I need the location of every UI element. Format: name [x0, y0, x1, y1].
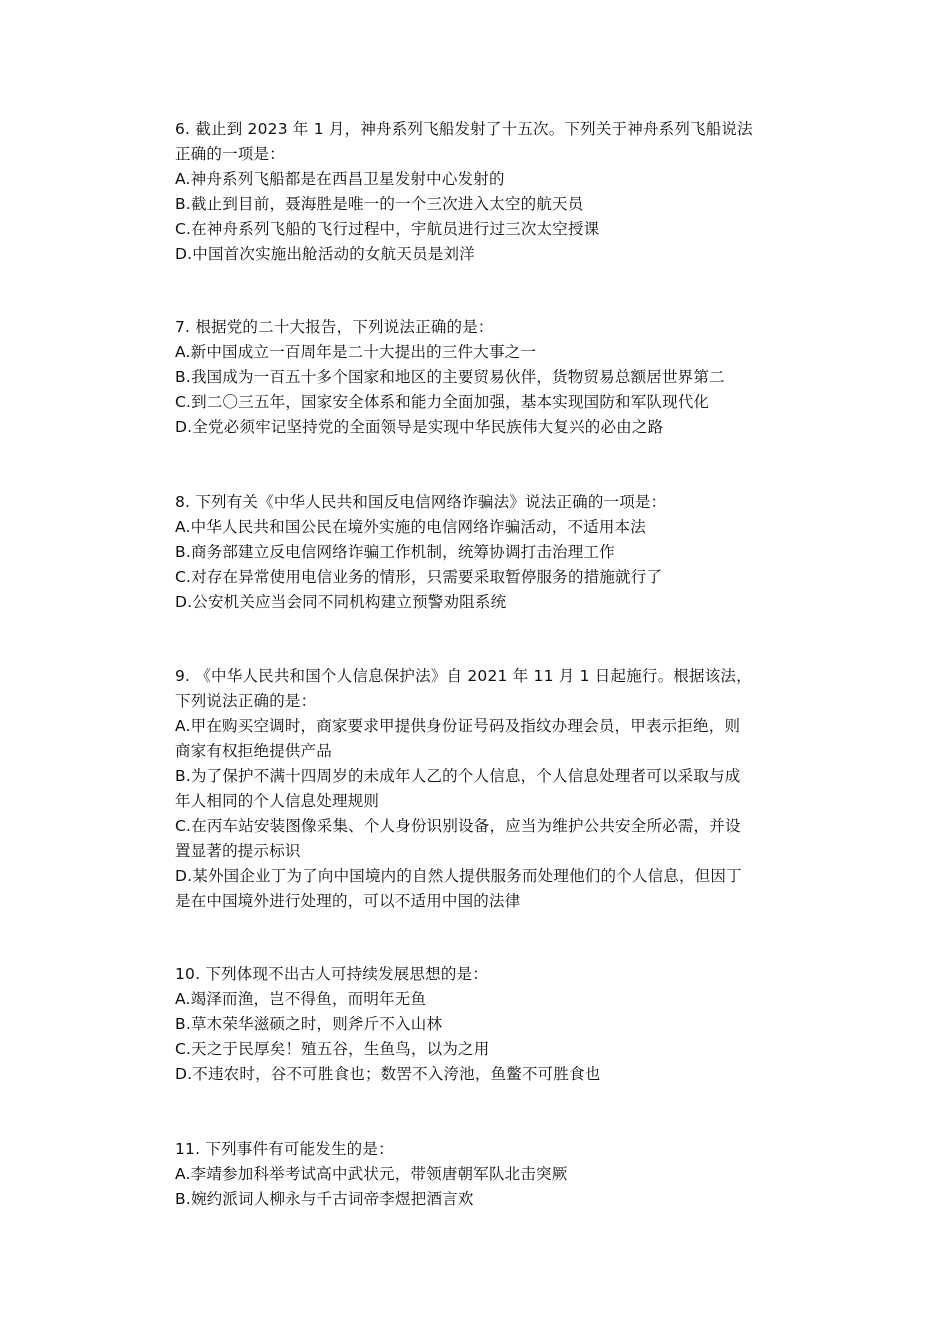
question-9-option-c-line-1: C.在丙车站安装图像采集、个人身份识别设备，应当为维护公共安全所必需，并设 [175, 817, 741, 835]
question-9-option-b-line-2: 年人相同的个人信息处理规则 [175, 792, 380, 810]
question-10-option-d: D.不违农时，谷不可胜食也；数罟不入洿池，鱼鳖不可胜食也 [175, 1065, 601, 1083]
question-9-option-c-line-2: 置显著的提示标识 [175, 842, 301, 860]
question-8-option-b: B.商务部建立反电信网络诈骗工作机制，统筹协调打击治理工作 [175, 543, 615, 561]
question-8-stem: 8. 下列有关《中华人民共和国反电信网络诈骗法》说法正确的一项是： [175, 493, 667, 511]
question-6-stem-line-2: 正确的一项是： [175, 145, 285, 163]
question-6-stem-line-1: 6. 截止到 2023 年 1 月，神舟系列飞船发射了十五次。下列关于神舟系列飞船说法 [175, 120, 753, 138]
question-6-option-b: B.截止到目前，聂海胜是唯一的一个三次进入太空的航天员 [175, 195, 584, 213]
question-10-option-b: B.草木荣华滋硕之时，则斧斤不入山林 [175, 1015, 443, 1033]
question-7-option-d: D.全党必须牢记坚持党的全面领导是实现中华民族伟大复兴的必由之路 [175, 418, 664, 436]
question-11-stem: 11. 下列事件有可能发生的是： [175, 1140, 394, 1158]
question-9 [175, 664, 815, 914]
question-10 [175, 962, 815, 1087]
question-6 [175, 117, 815, 267]
question-7-option-b: B.我国成为一百五十多个国家和地区的主要贸易伙伴，货物贸易总额居世界第二 [175, 368, 725, 386]
question-8-option-a: A.中华人民共和国公民在境外实施的电信网络诈骗活动，不适用本法 [175, 518, 646, 536]
question-10-stem: 10. 下列体现不出古人可持续发展思想的是： [175, 965, 488, 983]
question-7-stem: 7. 根据党的二十大报告，下列说法正确的是： [175, 318, 494, 336]
question-7-option-a: A.新中国成立一百周年是二十大提出的三件大事之一 [175, 343, 537, 361]
question-10-option-a: A.竭泽而渔，岂不得鱼，而明年无鱼 [175, 990, 427, 1008]
question-9-option-d-line-1: D.某外国企业丁为了向中国境内的自然人提供服务而处理他们的个人信息，但因丁 [175, 867, 742, 885]
question-8-option-d: D.公安机关应当会同不同机构建立预警劝阻系统 [175, 593, 507, 611]
question-6-option-a: A.神舟系列飞船都是在西昌卫星发射中心发射的 [175, 170, 505, 188]
question-9-option-a-line-2: 商家有权拒绝提供产品 [175, 742, 333, 760]
question-11-option-a: A.李靖参加科举考试高中武状元，带领唐朝军队北击突厥 [175, 1165, 568, 1183]
question-10-option-c: C.天之于民厚矣！殖五谷，生鱼鸟，以为之用 [175, 1040, 490, 1058]
question-9-option-a-line-1: A.甲在购买空调时，商家要求甲提供身份证号码及指纹办理会员，甲表示拒绝，则 [175, 717, 741, 735]
question-11-option-b: B.婉约派词人柳永与千古词帝李煜把酒言欢 [175, 1190, 474, 1208]
question-6-option-d: D.中国首次实施出舱活动的女航天员是刘洋 [175, 245, 475, 263]
question-9-option-d-line-2: 是在中国境外进行处理的，可以不适用中国的法律 [175, 892, 521, 910]
question-7-option-c: C.到二〇三五年，国家安全体系和能力全面加强，基本实现国防和军队现代化 [175, 393, 710, 411]
question-6-option-c: C.在神舟系列飞船的飞行过程中，宇航员进行过三次太空授课 [175, 220, 600, 238]
question-7 [175, 315, 815, 440]
question-11 [175, 1137, 815, 1212]
question-9-option-b-line-1: B.为了保护不满十四周岁的未成年人乙的个人信息，个人信息处理者可以采取与成 [175, 767, 741, 785]
question-9-stem-line-1: 9. 《中华人民共和国个人信息保护法》自 2021 年 11 月 1 日起施行。根据该法， [175, 667, 752, 685]
question-8 [175, 490, 815, 615]
question-8-option-c: C.对存在异常使用电信业务的情形，只需要采取暂停服务的措施就行了 [175, 568, 663, 586]
question-9-stem-line-2: 下列说法正确的是： [175, 692, 317, 710]
